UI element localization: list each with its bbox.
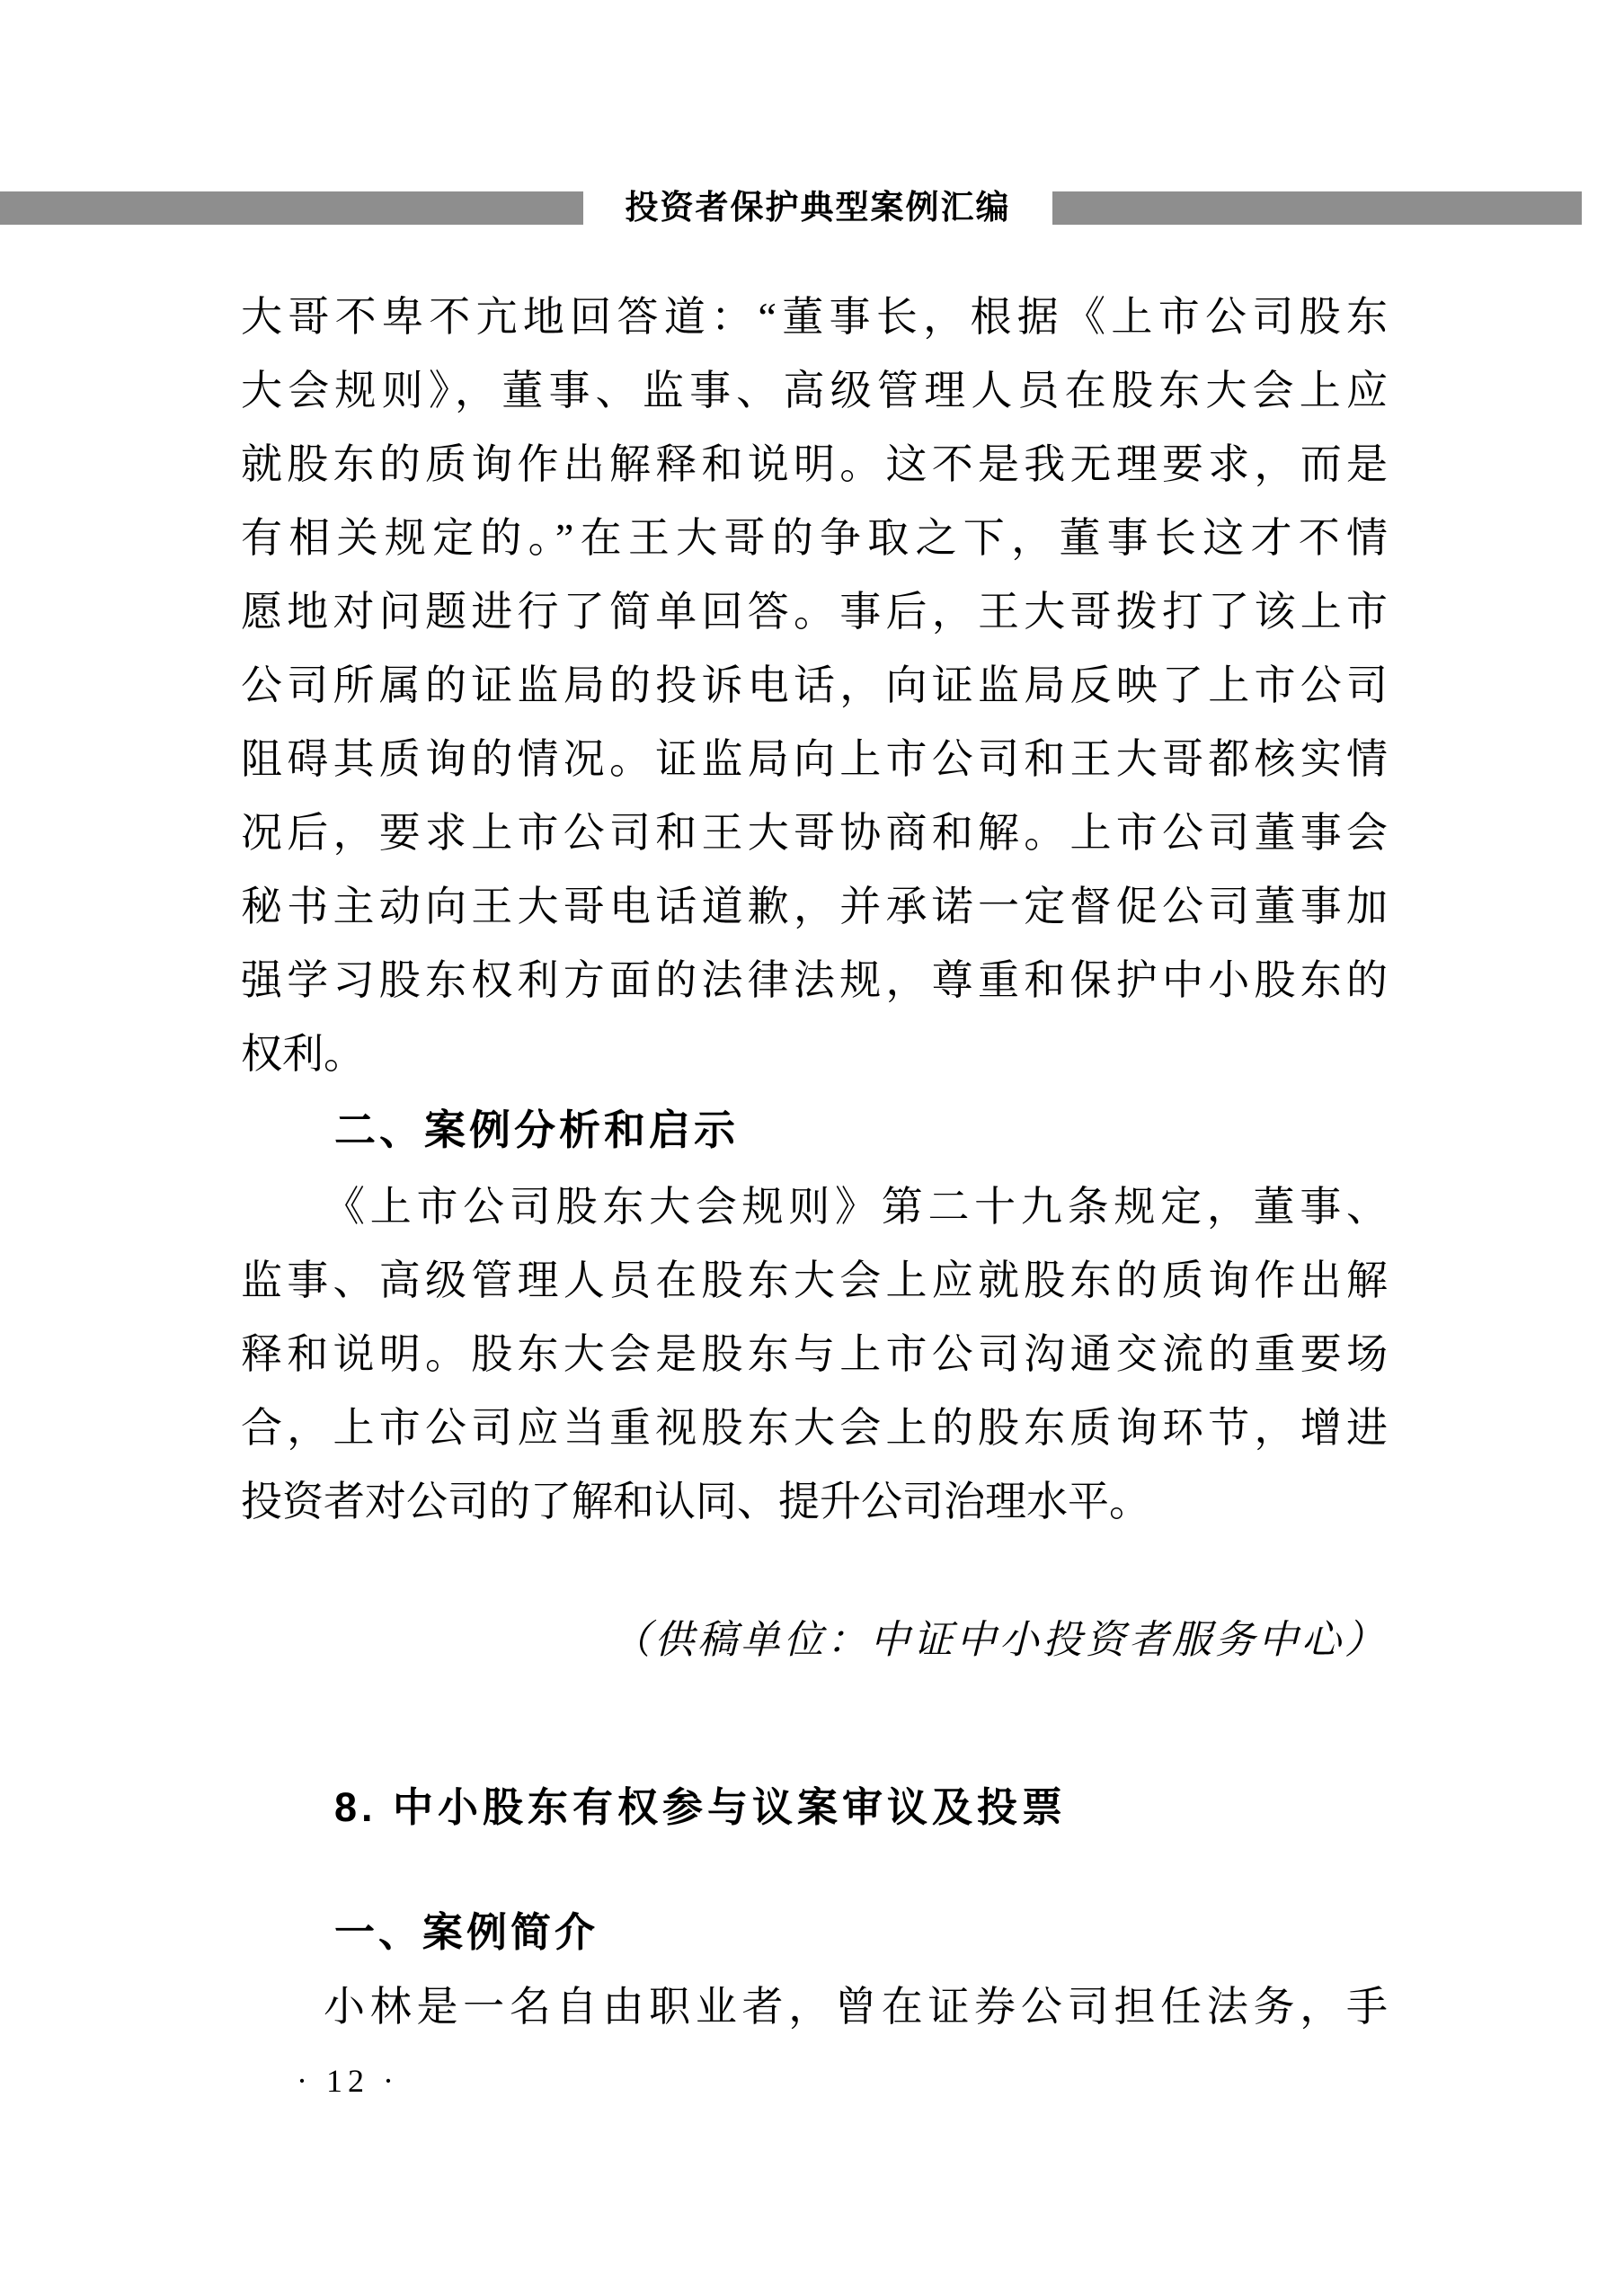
text-line: 就股东的质询作出解释和说明。这不是我无理要求，而是 (241, 441, 1388, 487)
attribution-line: （供稿单位：中证中小投资者服务中心） (611, 1618, 1388, 1662)
page-number: · 12 · (297, 2063, 399, 2099)
header-rule-right (1052, 191, 1582, 225)
text-line: 《上市公司股东大会规则》第二十九条规定，董事、 (324, 1184, 1388, 1230)
text-line: 小林是一名自由职业者，曾在证券公司担任法务，手 (324, 1984, 1388, 2030)
header-rule-left (0, 191, 583, 225)
paragraph-case8-intro (241, 1970, 1388, 2044)
text-line: 监事、高级管理人员在股东大会上应就股东的质询作出解 (241, 1258, 1388, 1303)
text-line: 阻碍其质询的情况。证监局向上市公司和王大哥都核实情 (241, 736, 1388, 782)
running-header-title: 投资者保护典型案例汇编 (625, 189, 1011, 226)
section-heading-analysis: 二、案例分析和启示 (334, 1107, 739, 1153)
text-line: 况后，要求上市公司和王大哥协商和解。上市公司董事会 (241, 810, 1388, 856)
text-line: 合，上市公司应当重视股东大会上的股东质询环节，增进 (241, 1405, 1388, 1451)
paragraph-case7-analysis (241, 1170, 1388, 1539)
text-line: 大会规则》，董事、监事、高级管理人员在股东大会上应 (241, 368, 1388, 413)
paragraph-case7-narrative (241, 280, 1388, 1091)
text-line: 大哥不卑不亢地回答道：“董事长，根据《上市公司股东 (241, 294, 1388, 340)
case8-title: 8. 中小股东有权参与议案审议及投票 (334, 1784, 1068, 1830)
text-line: 投资者对公司的了解和认同、提升公司治理水平。 (241, 1479, 1150, 1524)
text-line: 公司所属的证监局的投诉电话，向证监局反映了上市公司 (241, 662, 1388, 708)
text-line: 愿地对问题进行了简单回答。事后，王大哥拨打了该上市 (241, 589, 1388, 635)
text-line: 有相关规定的。”在王大哥的争取之下，董事长这才不情 (241, 515, 1388, 561)
text-line: 强学习股东权利方面的法律法规，尊重和保护中小股东的 (241, 957, 1388, 1003)
section-heading-intro: 一、案例简介 (334, 1909, 599, 1955)
text-line: 权利。 (241, 1031, 365, 1077)
text-line: 秘书主动向王大哥电话道歉，并承诺一定督促公司董事加 (241, 884, 1388, 929)
text-line: 释和说明。股东大会是股东与上市公司沟通交流的重要场 (241, 1331, 1388, 1377)
